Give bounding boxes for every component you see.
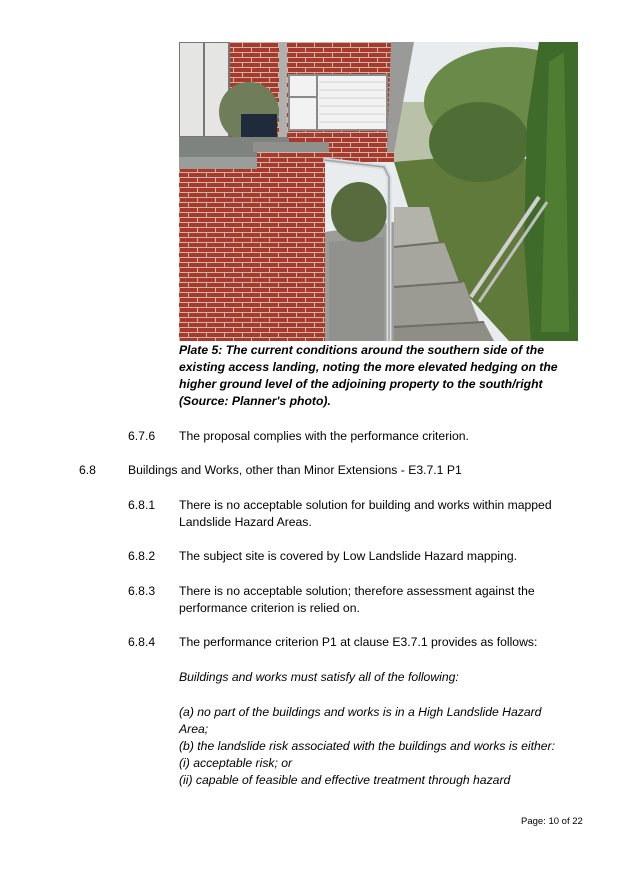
paragraph-line: performance criterion is relied on.	[179, 601, 360, 615]
quote-intro-text: Buildings and works must satisfy all of the following:	[179, 670, 459, 684]
section-number: 6.8	[79, 463, 96, 477]
caption-line: existing access landing, noting the more elevated hedging on the	[179, 360, 558, 374]
paragraph-line: There is no acceptable solution; therefore assessment against the	[179, 584, 535, 598]
paragraph-text: The subject site is covered by Low Landslide Hazard mapping.	[179, 549, 518, 563]
caption-line: higher ground level of the adjoining property to the south/right	[179, 377, 543, 391]
quote-line: (b) the landslide risk associated with the buildings and works is either:	[179, 739, 555, 753]
quote-line: (a) no part of the buildings and works is in a High Landslide Hazard	[179, 705, 542, 719]
plate-caption	[179, 342, 574, 410]
paragraph-number: 6.8.4	[128, 635, 156, 649]
paragraph-line: Landslide Hazard Areas.	[179, 515, 312, 529]
section-title: Buildings and Works, other than Minor Extensions - E3.7.1 P1	[128, 463, 462, 477]
paragraph-text: The proposal complies with the performance criterion.	[179, 429, 469, 443]
page-number: Page: 10 of 22	[521, 816, 583, 827]
quote-line: Area;	[179, 722, 209, 736]
paragraph-number: 6.7.6	[128, 429, 156, 443]
quote-line: (i) acceptable risk; or	[179, 756, 293, 770]
caption-line: (Source: Planner's photo).	[179, 394, 331, 408]
criterion-quote-intro	[179, 669, 579, 686]
paragraph-number: 6.8.2	[128, 549, 156, 563]
paragraph-number: 6.8.1	[128, 498, 156, 512]
criterion-quote	[179, 704, 579, 789]
paragraph-line: There is no acceptable solution for building and works within mapped	[179, 498, 552, 512]
caption-line: Plate 5: The current conditions around the southern side of the	[179, 343, 544, 357]
paragraph-number: 6.8.3	[128, 584, 156, 598]
plate-5-photo	[179, 42, 578, 341]
quote-line: (ii) capable of feasible and effective treatment through hazard	[179, 773, 511, 787]
paragraph-text: The performance criterion P1 at clause E3.7.1 provides as follows:	[179, 635, 538, 649]
